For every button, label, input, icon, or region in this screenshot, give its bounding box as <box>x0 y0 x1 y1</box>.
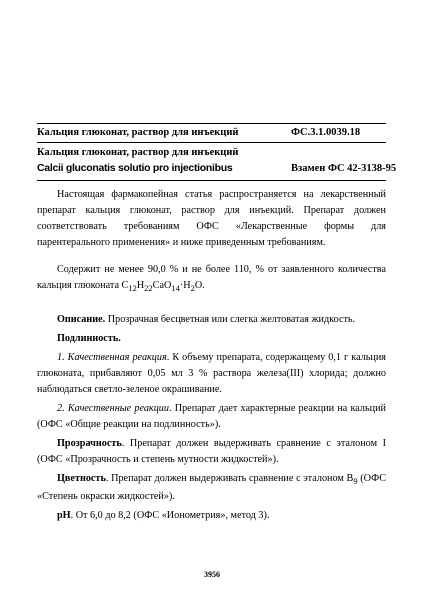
identity-heading: Подлинность. <box>57 333 121 344</box>
description-paragraph: Описание. Прозрачная бесцветная или слегка желтоватая жидкость. <box>57 314 356 325</box>
ph-label: pH <box>57 510 71 522</box>
test1-label: 1. Качественная реакция <box>57 352 167 363</box>
test2-label: 2. Качественные реакции <box>57 403 169 414</box>
content-paragraph: Содержит не менее 90,0 % и не более 110, % от заявленного количества кальция глюконата $C_{12}H_{22}CaO_{14}\cdot H_2O$. <box>37 264 386 294</box>
header-row-2 <box>37 146 386 159</box>
header-row-3 <box>37 162 397 175</box>
intro-block <box>37 187 386 251</box>
ph-paragraph: pH. От 6,0 до 8,2 (ОФС «Ионометрия», метод 3). <box>57 510 270 522</box>
transparency-label: Прозрачность <box>57 438 122 449</box>
monograph-code: ФС.3.1.0039.18 <box>291 127 361 138</box>
intro-paragraph: Настоящая фармакопейная статья распространяется на лекарственный препарат кальция глюконат, раствор для инъекций. Препарат должен соответствовать требованиям ОФС «Лекарственные формы для парентерального применения» и ниже приведенным требованиям. <box>37 189 386 248</box>
page-number: 3956 <box>204 570 220 579</box>
color-paragraph: Цветность. Препарат должен выдерживать сравнение с эталоном $B_9$ (ОФС «Степень окраски жидкостей»). <box>37 473 386 503</box>
monograph-title-ru-2: Кальция глюконат, раствор для инъекций <box>37 147 239 158</box>
test2-paragraph: 2. Качественные реакции. Препарат дает характерные реакции на кальций (ОФС «Общие реакции на подлинность»). <box>37 403 386 430</box>
monograph-title-ru: Кальция глюконат, раствор для инъекций <box>37 127 239 138</box>
description-label: Описание. <box>57 314 106 325</box>
header-bottom-rule <box>37 180 386 181</box>
test1-paragraph: 1. Качественная реакция. К объему препарата, содержащему 0,1 г кальция глюконата, прибавляют 0,05 мл 3 % раствора железа(III) хлорида; должно наблюдаться светло-зеленое окрашивание. <box>37 352 386 395</box>
content-block <box>37 262 386 296</box>
sections-block <box>37 312 386 524</box>
header-divider-1 <box>37 142 386 143</box>
header-row-1 <box>37 126 386 139</box>
transparency-paragraph: Прозрачность. Препарат должен выдерживать сравнение с эталоном I (ОФС «Прозрачность и степень мутности жидкостей»). <box>37 438 386 465</box>
monograph-title-latin: Calcii gluconatis solutio pro injectionibus <box>37 162 233 174</box>
header-top-rule <box>37 123 386 124</box>
color-label: Цветность <box>57 473 106 484</box>
replaces-code: Взамен ФС 42-3138-95 <box>291 163 397 174</box>
